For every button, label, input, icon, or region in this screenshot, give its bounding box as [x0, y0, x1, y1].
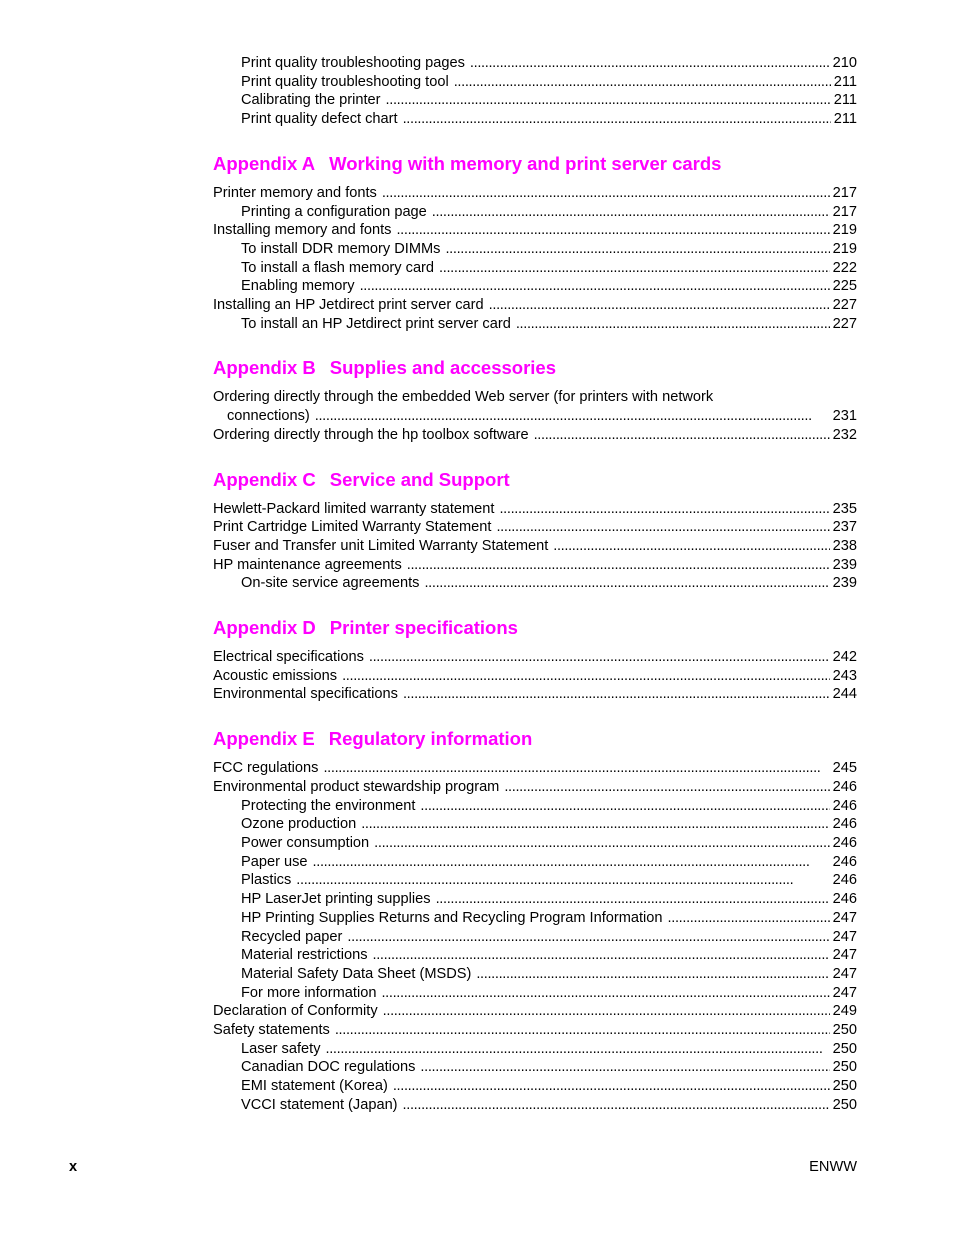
toc-entry[interactable]: Fuser and Transfer unit Limited Warranty Statement . . . 238: [213, 537, 857, 556]
toc-entry[interactable]: HP maintenance agreements . . . 239: [213, 556, 857, 575]
toc-entry[interactable]: HP Printing Supplies Returns and Recycling Program Information . . . 247: [213, 909, 857, 928]
page-number: 219: [832, 222, 857, 239]
page-number: 247: [832, 965, 857, 982]
toc-entry[interactable]: HP LaserJet printing supplies . . . 246: [213, 890, 857, 909]
page-number: 246: [832, 872, 857, 889]
toc-entry[interactable]: Power consumption . . . 246: [213, 834, 857, 853]
page-number: 227: [832, 297, 857, 314]
page-number: 246: [832, 891, 857, 908]
page-number: 247: [832, 928, 857, 945]
page-number: 219: [832, 240, 857, 257]
appendix-a-entries: [213, 184, 857, 334]
page-number: 246: [832, 797, 857, 814]
page-number: 217: [832, 203, 857, 220]
toc-entry[interactable]: Canadian DOC regulations . . . 250: [213, 1058, 857, 1077]
toc-entry[interactable]: Ozone production . . . 246: [213, 815, 857, 834]
toc-entry[interactable]: For more information . . . 247: [213, 984, 857, 1003]
appendix-d-entries: [213, 648, 857, 704]
toc-entry[interactable]: Acoustic emissions . . . 243: [213, 667, 857, 686]
page-number: 238: [832, 537, 857, 554]
toc-entry[interactable]: Laser safety . . . 250: [213, 1040, 857, 1059]
page-number: 211: [833, 92, 857, 109]
page-number: 250: [832, 1078, 857, 1095]
toc-entry[interactable]: Print quality troubleshooting pages . . . 210: [213, 54, 857, 73]
page-number: 239: [832, 556, 857, 573]
page-number: 246: [832, 778, 857, 795]
toc-entry[interactable]: Calibrating the printer . . . 211: [213, 91, 857, 110]
page-number: 250: [832, 1059, 857, 1076]
page-number: 222: [832, 259, 857, 276]
toc-entry[interactable]: On-site service agreements . . . 239: [213, 574, 857, 593]
page-number: 246: [832, 853, 857, 870]
toc-entry-wrapped[interactable]: Ordering directly through the embedded Web server (for printers with network connections) . . . 231: [213, 388, 857, 425]
toc-entry[interactable]: Paper use . . . 246: [213, 853, 857, 872]
page-number: 247: [832, 947, 857, 964]
toc-entry[interactable]: Ordering directly through the hp toolbox software . . . 232: [213, 426, 857, 445]
page-number: 232: [832, 426, 857, 443]
page-number: 242: [832, 649, 857, 666]
toc-entry[interactable]: Safety statements . . . 250: [213, 1021, 857, 1040]
appendix-b-heading[interactable]: Appendix B Supplies and accessories: [213, 357, 556, 379]
page-number: 210: [832, 55, 857, 71]
toc-entry[interactable]: Recycled paper . . . 247: [213, 928, 857, 947]
toc-entry[interactable]: Print quality troubleshooting tool . . . 211: [213, 73, 857, 92]
toc-entry[interactable]: Declaration of Conformity . . . 249: [213, 1002, 857, 1021]
toc-entry[interactable]: Printer memory and fonts . . . 217: [213, 184, 857, 203]
appendix-c-heading[interactable]: Appendix C Service and Support: [213, 468, 510, 490]
appendix-a-heading[interactable]: Appendix A Working with memory and print server cards: [213, 152, 722, 174]
page-number: 211: [833, 73, 857, 90]
page-number: 250: [832, 1096, 857, 1113]
page-number: 244: [832, 686, 857, 703]
page-number: 217: [832, 184, 857, 201]
page-footer: [69, 1159, 857, 1175]
page-number: 245: [832, 760, 857, 777]
toc-entry[interactable]: To install an HP Jetdirect print server card . . . 227: [213, 315, 857, 334]
toc-entry[interactable]: To install a flash memory card . . . 222: [213, 259, 857, 278]
page-number: 235: [832, 500, 857, 517]
toc-entry[interactable]: VCCI statement (Japan) . . . 250: [213, 1096, 857, 1115]
page-number: 246: [832, 834, 857, 851]
toc-entry[interactable]: Material Safety Data Sheet (MSDS) . . . 247: [213, 965, 857, 984]
page-number: 239: [832, 575, 857, 592]
toc-entry[interactable]: Installing memory and fonts . . . 219: [213, 221, 857, 240]
page-number: 231: [832, 408, 857, 425]
toc-entry[interactable]: FCC regulations . . . 245: [213, 759, 857, 778]
toc-entry[interactable]: Installing an HP Jetdirect print server card . . . 227: [213, 296, 857, 315]
appendix-e-heading[interactable]: Appendix E Regulatory information: [213, 728, 533, 750]
page-number: 249: [832, 1003, 857, 1020]
toc-entry[interactable]: Print Cartridge Limited Warranty Statement . . . 237: [213, 518, 857, 537]
page-number: 225: [832, 278, 857, 295]
toc-entry[interactable]: Environmental specifications . . . 244: [213, 685, 857, 704]
appendix-e-entries: [213, 759, 857, 1114]
toc-entry[interactable]: Protecting the environment . . . 246: [213, 797, 857, 816]
page-number: 243: [832, 667, 857, 684]
toc-section-continuation: [213, 54, 857, 129]
appendix-c-entries: [213, 500, 857, 594]
appendix-b-entries: [213, 388, 857, 444]
page-number: 247: [832, 984, 857, 1001]
footer-page-label: x: [69, 1159, 78, 1175]
toc-entry[interactable]: EMI statement (Korea) . . . 250: [213, 1077, 857, 1096]
page-number: 227: [832, 315, 857, 332]
page-number: 246: [832, 816, 857, 833]
toc-entry[interactable]: Plastics . . . 246: [213, 871, 857, 890]
page-number: 237: [832, 519, 857, 536]
toc-entry[interactable]: Printing a configuration page . . . 217: [213, 203, 857, 222]
toc-entry[interactable]: Print quality defect chart . . . 211: [213, 110, 857, 129]
table-of-contents: [213, 54, 857, 1115]
appendix-d-heading[interactable]: Appendix D Printer specifications: [213, 617, 518, 639]
footer-doc-code: ENWW: [809, 1159, 857, 1175]
page-number: 250: [832, 1040, 857, 1057]
page-number: 250: [832, 1022, 857, 1039]
page-number: 211: [833, 111, 857, 128]
toc-entry[interactable]: To install DDR memory DIMMs . . . 219: [213, 240, 857, 259]
page-number: 247: [832, 909, 857, 926]
toc-entry[interactable]: Enabling memory . . . 225: [213, 277, 857, 296]
toc-entry[interactable]: Material restrictions . . . 247: [213, 946, 857, 965]
toc-entry[interactable]: Electrical specifications . . . 242: [213, 648, 857, 667]
toc-entry[interactable]: Hewlett-Packard limited warranty statement . . . 235: [213, 500, 857, 519]
toc-entry[interactable]: Environmental product stewardship program . . . 246: [213, 778, 857, 797]
